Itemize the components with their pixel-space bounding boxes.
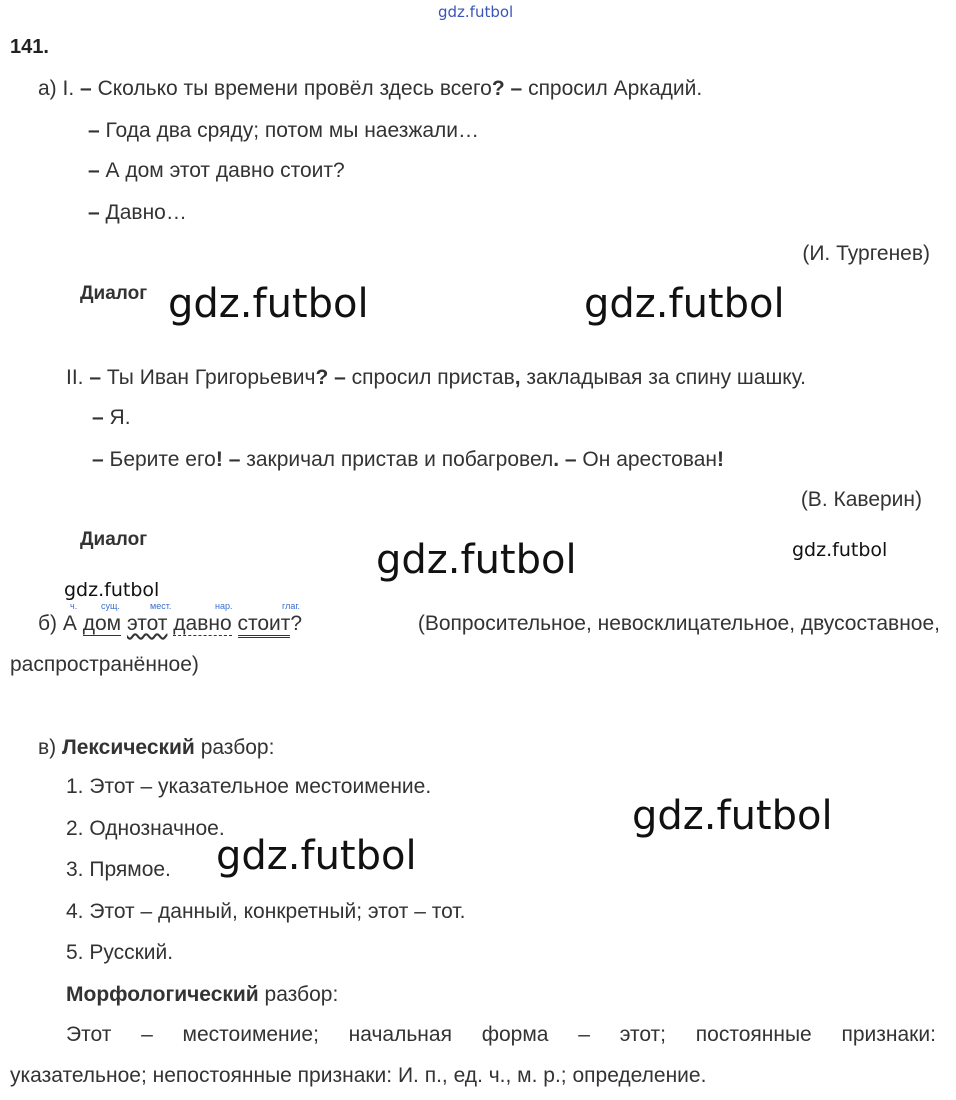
word-adverbial: давно xyxy=(173,612,232,635)
dialog1-line2 xyxy=(88,118,479,144)
list-item: 1. Этот – указательное местоимение. xyxy=(66,775,432,798)
watermark: gdz.futbol xyxy=(632,793,833,839)
dash: – xyxy=(510,77,523,100)
author-kaverin: (В. Каверин) xyxy=(800,488,922,511)
dash: – xyxy=(228,448,241,471)
dialog2-line1-end: закладывая за спину шашку. xyxy=(526,366,806,389)
dash: – xyxy=(88,201,100,224)
question-mark: ? xyxy=(491,77,505,100)
watermark: gdz.futbol xyxy=(64,579,160,601)
watermark-top: gdz.futbol xyxy=(438,3,514,21)
morph-heading xyxy=(66,982,338,1008)
list-item: 5. Русский. xyxy=(66,941,174,964)
word-subject: дом xyxy=(82,612,122,635)
word-attribute: этот xyxy=(126,612,168,635)
question-mark: ? xyxy=(315,366,329,389)
dialog2-line1-tail: спросил пристав xyxy=(351,366,515,389)
list-item: 4. Этот – данный, конкретный; этот – тот. xyxy=(66,900,466,923)
dialog1-line1-text: Сколько ты времени провёл здесь всего xyxy=(97,77,492,100)
dash: – xyxy=(88,159,100,182)
exclamation: ! xyxy=(215,448,223,471)
dialog2-line1-text: Ты Иван Григорьевич xyxy=(106,366,316,389)
dash: – xyxy=(564,448,577,471)
watermark: gdz.futbol xyxy=(792,539,888,561)
dialog1-line3-text: А дом этот давно стоит? xyxy=(105,159,345,182)
dash: – xyxy=(88,119,100,142)
morph-bold: Морфологический xyxy=(66,983,259,1006)
dialog-label-2: Диалог xyxy=(80,529,148,550)
morph-line-2: указательное; непостоянные признаки: И. п., ед. ч., м. р.; определение. xyxy=(10,1064,707,1087)
dash: – xyxy=(334,366,346,389)
lexical-rest: разбор: xyxy=(200,736,275,759)
annotation-verb: глаг. xyxy=(282,601,301,611)
word-predicate: стоит xyxy=(238,612,291,638)
morph-word: – xyxy=(578,1023,590,1046)
part-c-label: в) xyxy=(38,736,57,759)
part-a-label: а) I. xyxy=(38,77,75,100)
morph-word: форма xyxy=(481,1023,549,1046)
watermark: gdz.futbol xyxy=(216,833,417,879)
morph-word: этот; xyxy=(619,1023,667,1046)
part-b-line1 xyxy=(38,611,940,637)
morph-word: местоимение; xyxy=(182,1023,319,1046)
morph-word: – xyxy=(141,1023,153,1046)
sentence-analysis xyxy=(38,611,302,637)
dialog-label-1: Диалог xyxy=(80,283,148,304)
morph-line-1 xyxy=(66,1022,936,1048)
dialog2-line3 xyxy=(92,447,724,473)
sentence-description-2: распространённое) xyxy=(10,653,199,676)
annotation-particle: ч. xyxy=(70,601,78,611)
dialog2-line3-text: Берите его xyxy=(109,448,216,471)
list-item: 2. Однозначное. xyxy=(66,817,225,840)
part-b-label: б) xyxy=(38,612,58,635)
dialog1-line2-text: Года два сряду; потом мы наезжали… xyxy=(105,119,480,142)
dialog2-line3-end: Он арестован xyxy=(582,448,717,471)
watermark: gdz.futbol xyxy=(168,281,369,327)
word-a: А xyxy=(62,612,77,635)
exclamation: ! xyxy=(716,448,724,471)
author-turgenev: (И. Тургенев) xyxy=(802,242,930,265)
morph-word: признаки: xyxy=(841,1023,936,1046)
dash: – xyxy=(92,448,104,471)
morph-word: Этот xyxy=(66,1023,112,1046)
annotation-pronoun: мест. xyxy=(150,601,172,611)
watermark: gdz.futbol xyxy=(376,537,577,583)
comma: , xyxy=(514,366,521,389)
list-item: 3. Прямое. xyxy=(66,858,171,881)
dash: – xyxy=(92,406,104,429)
dash: – xyxy=(80,77,92,100)
annotation-noun: сущ. xyxy=(101,601,120,611)
morph-word: постоянные xyxy=(695,1023,812,1046)
dialog1-line3 xyxy=(88,158,345,184)
dialog1-line4-text: Давно… xyxy=(105,201,187,224)
morph-word: начальная xyxy=(348,1023,452,1046)
dialog1-line4 xyxy=(88,200,187,226)
lexical-bold: Лексический xyxy=(62,736,195,759)
watermark: gdz.futbol xyxy=(584,281,785,327)
dialog2-line1 xyxy=(66,365,806,391)
sentence-description-1: (Вопросительное, невосклицательное, двусоставное, xyxy=(417,612,940,635)
dialog2-line2-text: Я. xyxy=(109,406,131,429)
dialog2-line3-mid: закричал пристав и побагровел xyxy=(246,448,554,471)
lexical-heading xyxy=(38,735,274,761)
roman-two: II. xyxy=(66,366,84,389)
dialog1-line1-tail: спросил Аркадий. xyxy=(528,77,703,100)
dialog2-line2 xyxy=(92,405,131,431)
dialog1-line1 xyxy=(38,76,702,102)
question-mark: ? xyxy=(290,612,303,635)
dash: – xyxy=(89,366,102,389)
morph-rest: разбор: xyxy=(264,983,339,1006)
period: . xyxy=(553,448,560,471)
task-number: 141. xyxy=(10,36,49,58)
annotation-adverb: нар. xyxy=(215,601,233,611)
